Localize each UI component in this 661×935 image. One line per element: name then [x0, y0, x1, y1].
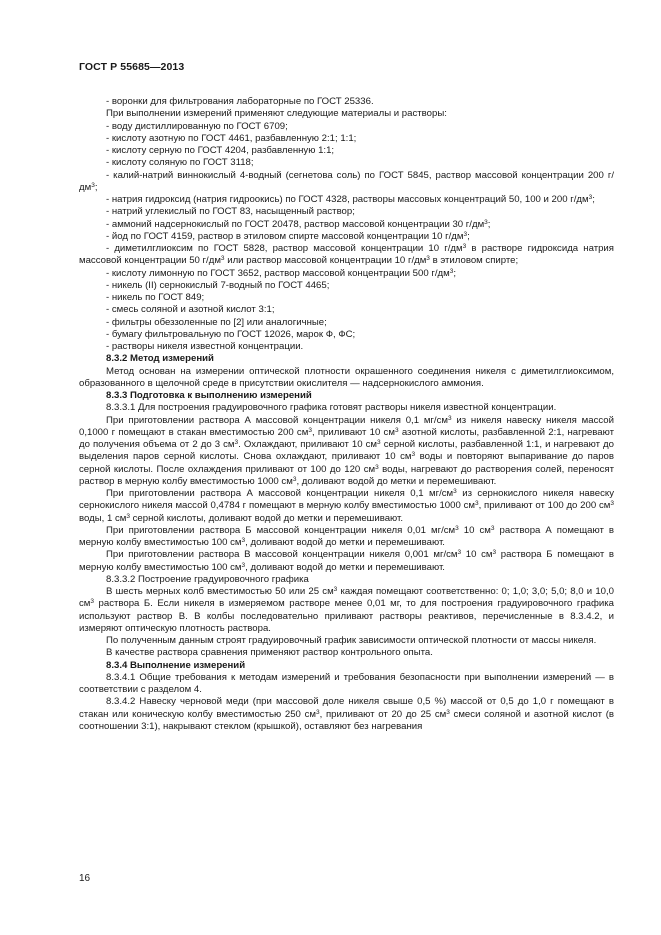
paragraph: - никель (II) сернокислый 7-водный по ГОСТ 4465;: [106, 279, 330, 291]
document-header: ГОСТ Р 55685—2013: [79, 61, 185, 73]
paragraph: При приготовлении раствора А массовой концентрации никеля 0,1 $мг/см^3$ из никеля навеску никеля массой 0,1000 г помещают в стакан вместимостью 200 $см^3$, приливают 10 $см^3$ азотной кислоты, разбавленной 2:1, нагревают до получения объема от 2 до 3 $см^3$. Охлаждают, приливают 10 $см^3$ серной кислоты, разбавленной 1:1, и нагревают до выделения паров серной кислоты. Снова охлаждают, приливают 10 $см^3$ воды и повторяют выпаривание до паров серной кислоты. После охлаждения приливают от 100 до 120 $см^3$ воды, нагревают до растворения солей, переносят раствор в мерную колбу вместимостью 1000 $см^3$, доливают водой до метки и перемешивают.: [79, 414, 615, 487]
section-heading: 8.3.3 Подготовка к выполнению измерений: [106, 390, 312, 401]
paragraph: В качестве раствора сравнения применяют раствор контрольного опыта.: [106, 647, 433, 659]
paragraph: - бумагу фильтровальную по ГОСТ 12026, марок Ф, ФС;: [106, 328, 356, 340]
paragraph: 8.3.4.1 Общие требования к методам измерений и требования безопасности при выполнении измерений — в соответствии с разделом 4.: [79, 671, 614, 695]
paragraph: - кислоту азотную по ГОСТ 4461, разбавленную 2:1; 1:1;: [106, 132, 357, 144]
paragraph: При приготовлении раствора В массовой концентрации никеля 0,001 $мг/см^3$ 10 $см^3$ раствора Б помещают в мерную колбу вместимостью 100 $см^3$, доливают водой до метки и перемешивают.: [79, 549, 614, 573]
paragraph: - смесь соляной и азотной кислот 3:1;: [106, 304, 275, 316]
document-body: [79, 96, 614, 733]
paragraph: В шесть мерных колб вместимостью 50 или 25 $см^3$ каждая помещают соответственно: 0; 1,0; 3,0; 5,0; 8,0 и 10,0 $см^3$ раствора Б. Если никеля в измеряемом растворе менее 0,01 мг, то для построения градуировочного графика используют раствор В. В колбы последовательно приливают растворы реактивов, перечисленные в 8.3.4.2, и измеряют оптическую плотность раствора.: [79, 586, 614, 634]
paragraph: - фильтры обеззоленные по [2] или аналогичные;: [106, 316, 327, 328]
paragraph: - кислоту серную по ГОСТ 4204, разбавленную 1:1;: [106, 145, 335, 156]
paragraph: - кислоту лимонную по ГОСТ 3652, раствор массовой концентрации 500 $г/дм^3$;: [106, 267, 457, 279]
paragraph: - диметилглиоксим по ГОСТ 5828, раствор массовой концентрации 10 $г/дм^3$ в растворе гидроксида натрия массовой концентрации 50 $г/дм^3$ или раствор массовой концентрации 10 $г/дм^3$ в этиловом спирте;: [79, 243, 614, 267]
paragraph: - кислоту соляную по ГОСТ 3118;: [106, 157, 254, 169]
paragraph: - воронки для фильтрования лабораторные по ГОСТ 25336.: [106, 96, 374, 107]
paragraph: При приготовлении раствора Б массовой концентрации никеля 0,01 $мг/см^3$ 10 $см^3$ раствора А помещают в мерную колбу вместимостью 100 $см^3$, доливают водой до метки и перемешивают.: [79, 524, 614, 548]
paragraph: 8.3.3.1 Для построения градуировочного графика готовят растворы никеля известной концентрации.: [106, 402, 557, 414]
paragraph: - натрия гидроксид (натрия гидроокись) по ГОСТ 4328, растворы массовых концентраций 50, 100 и 200 $г/дм^3$;: [106, 194, 595, 205]
paragraph: - никель по ГОСТ 849;: [106, 292, 205, 303]
paragraph: По полученным данным строят градуировочный график зависимости оптической плотности от массы никеля.: [106, 635, 597, 646]
paragraph: - растворы никеля известной концентрации.: [106, 341, 304, 352]
paragraph: Метод основан на измерении оптической плотности окрашенного соединения никеля с диметилглиоксимом, образованного в щелочной среде в присутствии окислителя — надсернокислого аммония.: [79, 365, 614, 389]
paragraph: - йод по ГОСТ 4159, раствор в этиловом спирте массовой концентрации 10 $г/дм^3$;: [106, 230, 470, 242]
paragraph: - натрий углекислый по ГОСТ 83, насыщенный раствор;: [106, 206, 355, 218]
paragraph: - воду дистиллированную по ГОСТ 6709;: [106, 120, 288, 132]
paragraph: При приготовлении раствора А массовой концентрации никеля 0,1 $мг/см^3$ из сернокислого никеля навеску сернокислого никеля массой 0,4784 г помещают в мерную колбу вместимостью 1000 $см^3$, приливают от 100 до 200 $см^3$ воды, 1 $см^3$ серной кислоты, доливают водой до метки и перемешивают.: [79, 488, 614, 524]
paragraph: - калий-натрий виннокислый 4-водный (сегнетова соль) по ГОСТ 5845, раствор массовой концентрации 200 $г/дм^3$;: [79, 169, 614, 193]
page-number: 16: [79, 873, 91, 884]
paragraph: 8.3.4.2 Навеску черновой меди (при массовой доле никеля свыше 0,5 %) массой от 0,5 до 1,0 г помещают в стакан или коническую колбу вместимостью 250 $см^3$, приливают от 20 до 25 $см^3$ смеси соляной и азотной кислот (в соотношении 3:1), накрывают стеклом (крышкой), оставляют без нагревания: [79, 696, 614, 732]
section-heading: 8.3.4 Выполнение измерений: [106, 659, 246, 671]
paragraph: - аммоний надсернокислый по ГОСТ 20478, раствор массовой концентрации 30 $г/дм^3$;: [106, 218, 491, 230]
paragraph: При выполнении измерений применяют следующие материалы и растворы:: [106, 108, 447, 120]
section-heading: 8.3.2 Метод измерений: [106, 353, 214, 365]
paragraph: 8.3.3.2 Построение градуировочного графика: [106, 573, 309, 585]
